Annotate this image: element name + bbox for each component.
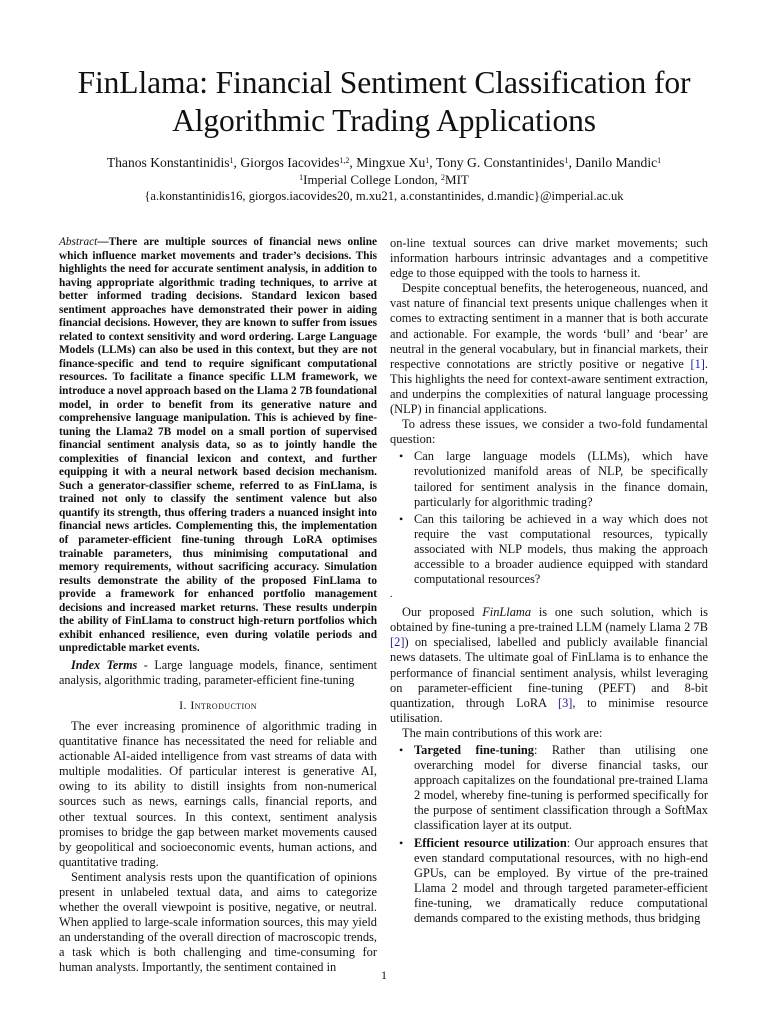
- author-name: Danilo Mandic: [575, 155, 658, 170]
- affiliation-mark: 1: [299, 173, 304, 182]
- author-affiliation-mark: 1,2: [339, 156, 350, 165]
- body-paragraph-proposal: [390, 605, 708, 726]
- citation-link[interactable]: [1]: [690, 356, 705, 371]
- paragraph-text: . This highlights the need for context-aware sentiment extraction, and underpins the complexities of natural language processing (NLP) in financial applications.: [390, 356, 708, 417]
- paragraph-text: Despite conceptual benefits, the heterogeneous, nuanced, and vast nature of financial text presents unique challenges when it comes to extracting sentiment in a manner that is both accurate and actionable. For example, the words ‘bull’ and ‘bear’ are neutral in the general vocabulary, but in financial markets, their respective connotations are strictly positive or negative: [390, 281, 708, 371]
- body-paragraph-continued: on-line textual sources can drive market movements; such information harbours intrinsic advantages and a competitive edge to those equipped with the tools to harness it.: [390, 236, 708, 281]
- index-terms-text: - Large language models, finance, sentiment analysis, algorithmic trading, parameter-efficient fine-tuning: [59, 657, 377, 687]
- author-affiliation-mark: 1: [564, 156, 569, 165]
- author-emails: {a.konstantinidis16, giorgos.iacovides20, m.xu21, a.constantinides, d.mandic}@imperial.ac.uk: [144, 189, 624, 203]
- index-terms-label: Index Terms: [71, 657, 138, 672]
- body-paragraph-challenges: [390, 281, 708, 417]
- paragraph-text: ) on specialised, labelled and publicly available financial news datasets. The ultimate goal of FinLlama is to enhance the performance of financial sentiment analysis, whilst leveraging on parameter-efficient fine-tuning (PEFT) and 8-bit quantization, through LoRA: [390, 635, 708, 710]
- body-paragraph-contributions-intro: The main contributions of this work are:: [402, 725, 603, 740]
- question-list: [390, 449, 708, 587]
- left-column: [59, 236, 377, 976]
- paper-title-line-2: Algorithmic Trading Applications: [172, 103, 596, 138]
- stray-period: .: [390, 589, 393, 601]
- bullet-icon: •: [399, 511, 404, 526]
- citation-link[interactable]: [3]: [557, 695, 573, 710]
- affiliations: [20, 171, 748, 188]
- question-text: Can large language models (LLMs), which have revolutionized manifold areas of NLP, be specifically tailored for sentiment analysis in the finance domain, particularly for algorithmic trading?: [414, 449, 708, 509]
- page-number: 1: [381, 968, 387, 982]
- bullet-icon: •: [399, 835, 404, 850]
- question-text: Can this tailoring be achieved in a way which does not require the vast computational resources, typically associated with NLP models, thus making the approach accessible to a broader audience equipped with standard computational resources?: [414, 511, 708, 587]
- author-affiliation-mark: 1: [657, 156, 662, 165]
- body-paragraph-question-intro: To adress these issues, we consider a two-fold fundamental question:: [390, 417, 708, 447]
- emphasis-finllama: FinLlama: [482, 605, 532, 620]
- right-column: [390, 236, 708, 928]
- section-number: I.: [179, 697, 191, 712]
- author-name: Mingxue Xu: [356, 155, 426, 170]
- paper-title-line-1: FinLlama: Financial Sentiment Classification for: [77, 65, 691, 100]
- citation-link[interactable]: [2]: [390, 635, 405, 650]
- contribution-item: [390, 743, 708, 834]
- intro-paragraph-1: The ever increasing prominence of algorithmic trading in quantitative finance has necessitated the need for reliable and actionable AI-aided intelligence from vast streams of data with multiple modalities. Of particular interest is generative AI, owing to its ability to distill insights from non-numerical sources such as news, earnings calls, financial reports, and other textual sources. In this context, sentiment analysis promises to bridge the gap between market movements caused by geopolitical and socioeconomic events, human actions, and quantitative trading.: [59, 718, 377, 869]
- abstract-label: Abstract: [59, 236, 98, 248]
- author-affiliation-mark: 1: [229, 156, 234, 165]
- paper-title: [40, 64, 728, 140]
- author-affiliation-mark: 1: [425, 156, 430, 165]
- affiliation-mark: 2: [441, 173, 446, 182]
- author-name: Tony G. Constantinides: [435, 155, 565, 170]
- section-title: Introduction: [190, 697, 257, 712]
- question-item: [390, 449, 708, 509]
- paragraph-text: is one such solution, which is obtained by fine-tuning a pre-trained LLM (namely Llama 2 7B: [390, 605, 708, 635]
- author-list: Thanos Konstantinidis$^1$, Giorgos Iacovides$^{1,2}$, Mingxue Xu$^1$, Tony G. Constantinides$^1$, Danilo Mandic$^1$: [106, 155, 662, 170]
- contribution-heading: Efficient resource utilization: [414, 835, 567, 850]
- intro-paragraph-2: Sentiment analysis rests upon the quantification of opinions present in unlabeled textual data, and aims to categorize whether the overall viewpoint is positive, negative, or neutral. When applied to large-scale information sources, this may yield an understanding of the overall direction of macroscopic trends, a task which is both challenging and time-consuming for human analysts. Importantly, the sentiment contained in: [59, 869, 377, 975]
- abstract: [59, 236, 377, 656]
- abstract-text: —There are multiple sources of financial news online which influence market movements and trader’s decisions. This highlights the need for accurate sentiment analysis, in addition to having appropriate algorithmic trading techniques, to arrive at better informed trading decisions. Standard lexicon based sentiment approaches have demonstrated their power in aiding financial decisions. However, they are known to suffer from issues related to context sensitivity and word ordering. Large Language Models (LLMs) can also be used in this context, but they are not finance-specific and tend to require significant computational resources. To facilitate a finance specific LLM framework, we introduce a novel approach based on the Llama 2 7B foundational model, in order to benefit from its generative nature and comprehensive language manipulation. This is achieved by fine-tuning the Llama2 7B model on a small portion of supervised financial sentiment analysis data, so as to jointly handle the complexities of financial lexicon and context, and further equipping it with a neural network based decision mechanism. Such a generator-classifier scheme, referred to as FinLlama, is trained not only to classify the sentiment valence but also quantify its strength, thus offering traders a nuanced insight into financial news articles. Complementing this, the implementation of parameter-efficient fine-tuning through LoRA optimises trainable parameters, thus minimising computational and memory requirements, without sacrificing accuracy. Simulation results demonstrate the ability of the proposed FinLlama to provide a framework for enhanced portfolio management decisions and increased market returns. These results underpin the ability of FinLlama to construct high-return portfolios which exhibit enhanced resilience, even during volatile periods and unpredictable market events.: [59, 236, 377, 655]
- question-item: [390, 512, 708, 587]
- affiliation-2: MIT: [445, 172, 469, 187]
- paragraph-text: Our proposed: [402, 605, 483, 620]
- author-name: Giorgos Iacovides: [240, 155, 340, 170]
- contribution-text: : Rather than utilising one overarching model for diverse financial tasks, our approach capitalizes on the foundational pre-trained Llama 2 model, whereby fine-tuning is performed specifically for the purpose of sentiment classification through a SoftMax classification layer at its output.: [414, 743, 708, 833]
- contribution-text: : Our approach ensures that even standard computational resources, with no high-end GPUs, can be employed. By virtue of the pre-trained Llama 2 model and through targeted parameter-efficient fine-tuning, we dramatically reduce computational demands compared to the existing methods, thus bridging: [414, 835, 708, 926]
- author-name: Thanos Konstantinidis: [106, 155, 230, 170]
- contribution-heading: Targeted fine-tuning: [414, 743, 534, 757]
- contribution-item: [390, 836, 708, 927]
- affiliation-1: Imperial College London,: [303, 172, 442, 187]
- bullet-icon: •: [399, 743, 404, 757]
- index-terms: [59, 658, 377, 688]
- contribution-list: [390, 743, 708, 926]
- section-heading-introduction: [59, 698, 377, 713]
- bullet-icon: •: [399, 449, 404, 464]
- paragraph-text: , to minimise resource utilisation.: [390, 695, 708, 725]
